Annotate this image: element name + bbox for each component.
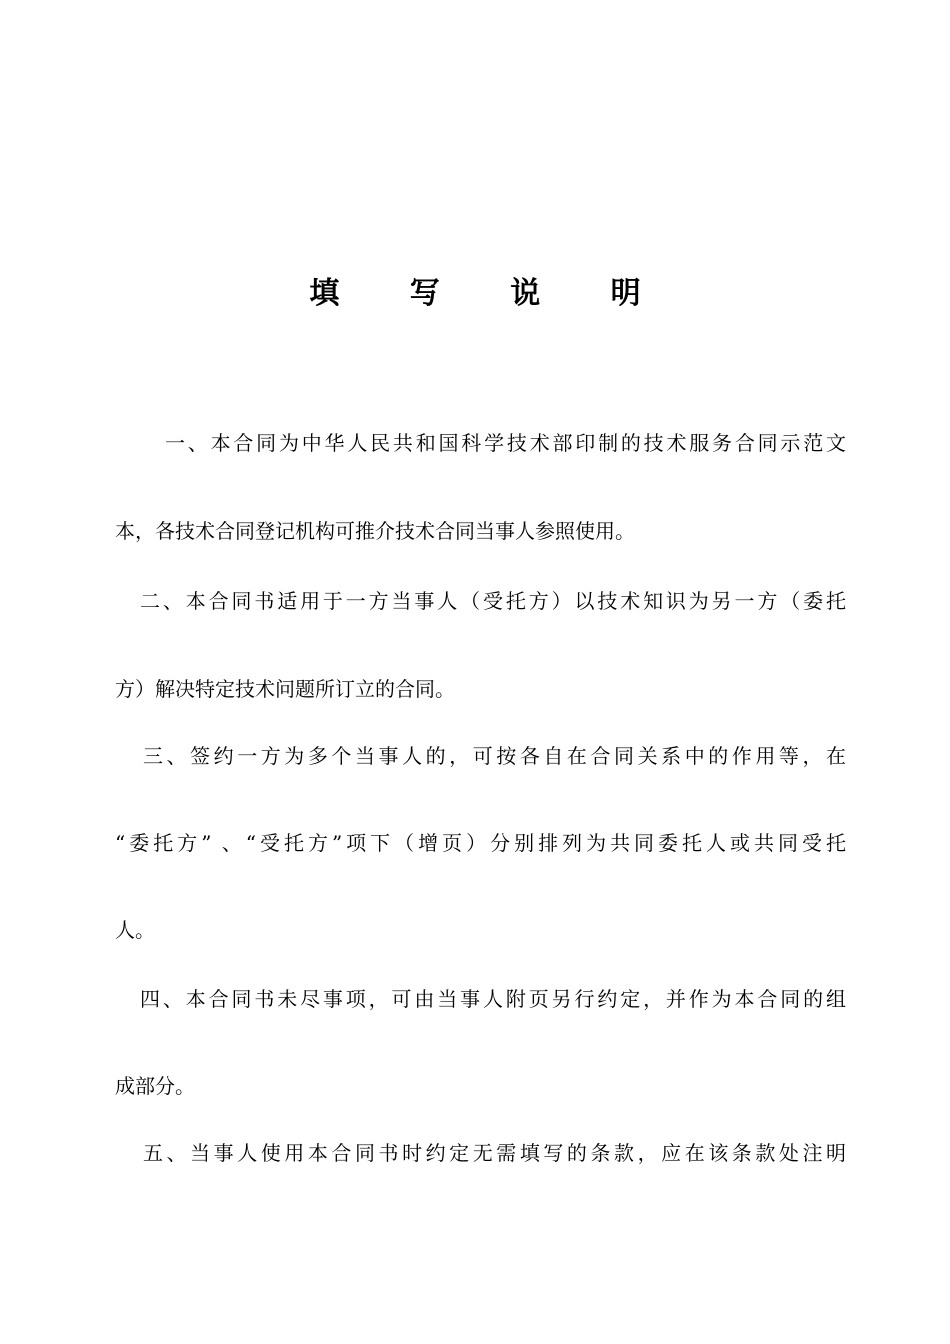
paragraph-line: 四、本合同书未尽事项，可由当事人附页另行约定，并作为本合同的组 [140, 987, 846, 1011]
paragraph-line: 本，各技术合同登记机构可推介技术合同当事人参照使用。 [115, 519, 635, 543]
paragraph-line: 方）解决特定技术问题所订立的合同。 [115, 677, 455, 701]
paragraph-line: 五、当事人使用本合同书时约定无需填写的条款，应在该条款处注明 [143, 1141, 846, 1165]
paragraph-line: 二、本合同书适用于一方当事人（受托方）以技术知识为另一方（委托 [140, 589, 846, 613]
page-title: 填 写 说 明 [309, 276, 671, 311]
paragraph-line: 一、本合同为中华人民共和国科学技术部印制的技术服务合同示范文 [165, 431, 846, 455]
paragraph-line: “委托方” 、“受托方”项下（增页）分别排列为共同委托人或共同受托 [115, 831, 846, 855]
paragraph-line: 成部分。 [115, 1074, 195, 1098]
paragraph-line: 人。 [115, 918, 155, 942]
paragraph-line: 三、签约一方为多个当事人的，可按各自在合同关系中的作用等，在 [143, 744, 846, 768]
